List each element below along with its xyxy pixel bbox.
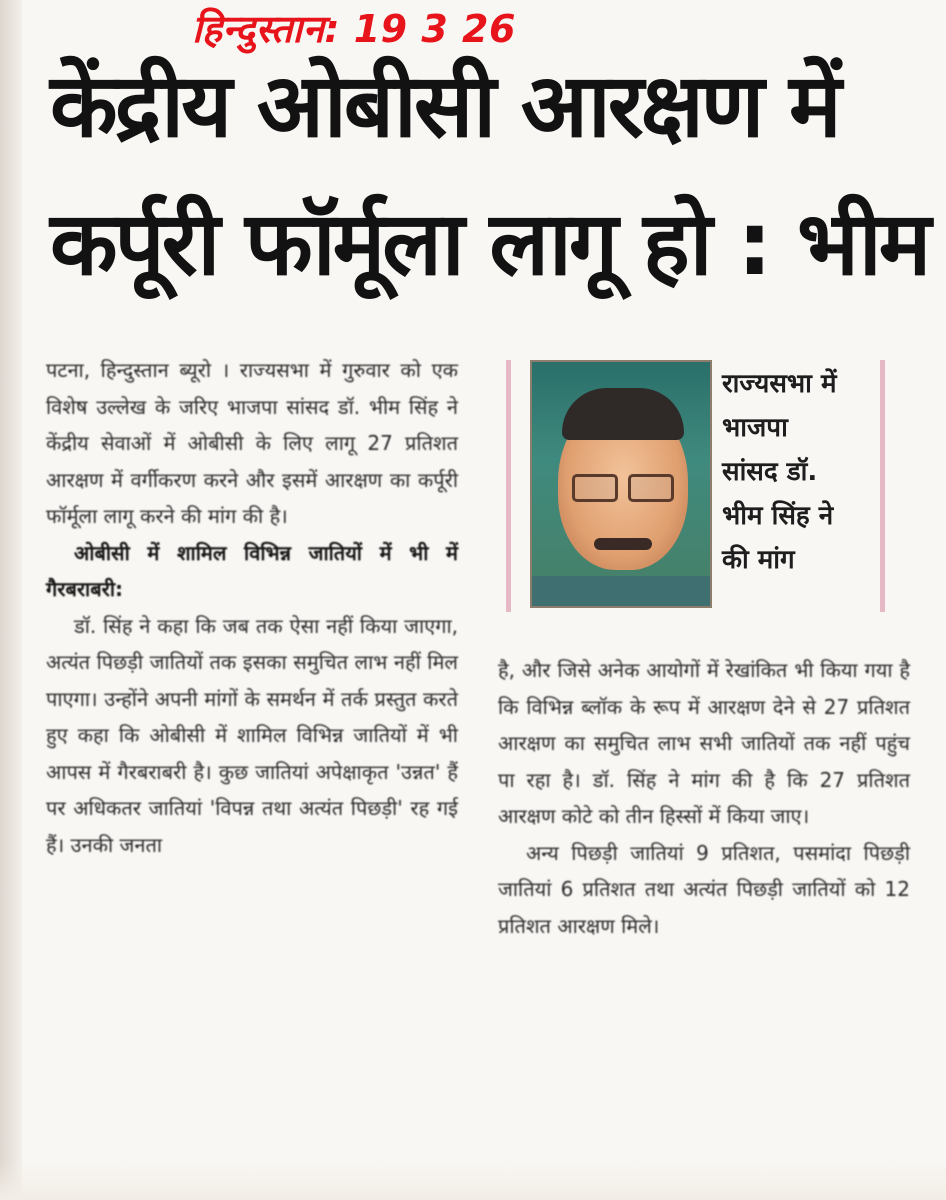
portrait-hair: [562, 388, 684, 440]
caption-line: की मांग: [722, 545, 795, 575]
article-paragraph: अन्य पिछड़ी जातियां 9 प्रतिशत, पसमांदा पिछड़ी जातियां 6 प्रतिशत तथा अत्यंत पिछड़ी जातियों को 12 प्रतिशत आरक्षण मिले।: [498, 840, 910, 938]
article-paragraph: डॉ. सिंह ने कहा कि जब तक ऐसा नहीं किया जाएगा, अत्यंत पिछड़ी जातियों तक इसका समुचित लाभ नहीं मिल पाएगा। उन्होंने अपनी मांगों के समर्थन में तर्क प्रस्तुत करते हुए कहा कि ओबीसी में शामिल विभिन्न जातियों में भी आपस में गैरबराबरी है। कुछ जातियां अपेक्षाकृत 'उन्नत' हैं पर अधिकतर जातियां 'विपन्न तथा अत्यंत पिछड़ी' रह गई हैं। उनकी जनता: [46, 613, 458, 857]
source-date-tag: हिन्दुस्तान: 19 3 26: [192, 7, 516, 51]
article-paragraph: पटना, हिन्दुस्तान ब्यूरो । राज्यसभा में गुरुवार को एक विशेष उल्लेख के जरिए भाजपा सांसद डॉ. भीम सिंह ने केंद्रीय सेवाओं में ओबीसी के लिए लागू 27 प्रतिशत आरक्षण में वर्गीकरण करने और इसमें आरक्षण का कर्पूरी फॉर्मूला लागू करने की मांग की है।: [46, 358, 458, 528]
photo-caption: [722, 362, 878, 582]
portrait-photo: [530, 360, 712, 608]
article-paragraph: है, और जिसे अनेक आयोगों में रेखांकित भी किया गया है कि विभिन्न ब्लॉक के रूप में आरक्षण देने से 27 प्रतिशत आरक्षण का समुचित लाभ सभी जातियों तक नहीं पहुंच पा रहा है। डॉ. सिंह ने मांग की है कि 27 प्रतिशत आरक्षण कोटे को तीन हिस्सों में किया जाए।: [498, 658, 910, 828]
article-column-right: [498, 652, 910, 944]
paper-bottom-fade: [0, 1160, 946, 1200]
headline-line-2: कर्पूरी फॉर्मूला लागू हो : भीम: [50, 192, 929, 295]
caption-line: राज्यसभा में: [722, 369, 837, 399]
portrait-glasses-right: [628, 474, 674, 502]
caption-line: भाजपा: [722, 413, 788, 443]
portrait-glasses-left: [572, 474, 618, 502]
paper-edge: [0, 0, 22, 1200]
article-subheading: ओबीसी में शामिल विभिन्न जातियों में भी में गैरबराबरी:: [46, 540, 458, 601]
column-rule-right: [880, 360, 885, 612]
column-rule-left: [506, 360, 511, 612]
portrait-shirt: [532, 576, 712, 608]
caption-line: सांसद डॉ.: [722, 457, 818, 487]
article-column-left: [46, 352, 458, 863]
caption-line: भीम सिंह ने: [722, 501, 834, 531]
portrait-moustache: [594, 538, 652, 550]
headline-line-1: केंद्रीय ओबीसी आरक्षण में: [50, 54, 839, 157]
